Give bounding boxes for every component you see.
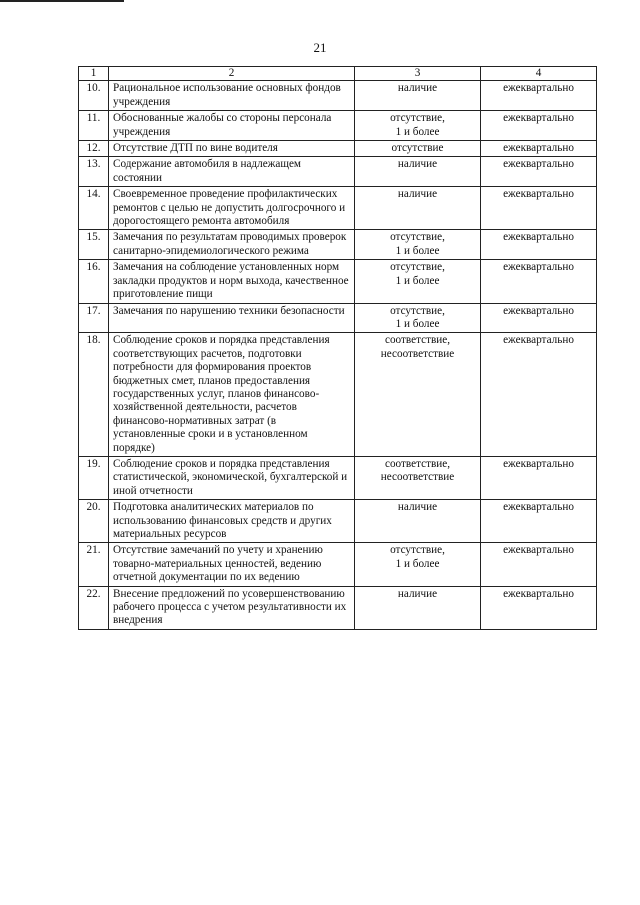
criterion-value: отсутствие, 1 и более (355, 111, 481, 141)
criterion-period: ежеквартально (481, 543, 597, 586)
criterion-period: ежеквартально (481, 303, 597, 333)
criterion-period: ежеквартально (481, 81, 597, 111)
criteria-table (78, 66, 597, 630)
column-header-4: 4 (481, 67, 597, 81)
column-header-1: 1 (79, 67, 109, 81)
criterion-name: Замечания по нарушению техники безопасности (109, 303, 355, 333)
criterion-period: ежеквартально (481, 111, 597, 141)
criterion-name: Содержание автомобиля в надлежащем состоянии (109, 157, 355, 187)
criterion-name: Отсутствие ДТП по вине водителя (109, 141, 355, 157)
table-row (79, 586, 597, 629)
criterion-value: отсутствие, 1 и более (355, 543, 481, 586)
table-row (79, 260, 597, 303)
criterion-name: Обоснованные жалобы со стороны персонала учреждения (109, 111, 355, 141)
criterion-value: отсутствие, 1 и более (355, 230, 481, 260)
criterion-value: наличие (355, 187, 481, 230)
criterion-period: ежеквартально (481, 333, 597, 457)
row-number: 22. (79, 586, 109, 629)
table-row (79, 111, 597, 141)
table-row (79, 230, 597, 260)
criterion-name: Замечания по результатам проводимых проверок санитарно-эпидемиологического режима (109, 230, 355, 260)
row-number: 20. (79, 500, 109, 543)
criterion-name: Соблюдение сроков и порядка представления соответствующих расчетов, подготовки потребности для формирования проектов бюджетных смет, планов предоставления государственных услуг, планов финансово-хозяйственной деятельности, расчетов финансово-нормативных затрат (в установленные сроки и в установленном порядке) (109, 333, 355, 457)
criterion-value: наличие (355, 157, 481, 187)
row-number: 10. (79, 81, 109, 111)
criterion-name: Рациональное использование основных фондов учреждения (109, 81, 355, 111)
row-number: 21. (79, 543, 109, 586)
criterion-period: ежеквартально (481, 230, 597, 260)
criterion-value: соответствие, несоответствие (355, 456, 481, 499)
criterion-value: наличие (355, 586, 481, 629)
criterion-value: соответствие, несоответствие (355, 333, 481, 457)
row-number: 15. (79, 230, 109, 260)
table-row (79, 500, 597, 543)
criterion-value: отсутствие (355, 141, 481, 157)
top-rule (0, 0, 124, 2)
criterion-period: ежеквартально (481, 260, 597, 303)
table-row (79, 543, 597, 586)
criterion-period: ежеквартально (481, 456, 597, 499)
table-header-row (79, 67, 597, 81)
criterion-name: Внесение предложений по усовершенствованию рабочего процесса с учетом результативности их внедрения (109, 586, 355, 629)
criterion-period: ежеквартально (481, 141, 597, 157)
criterion-value: наличие (355, 500, 481, 543)
criterion-period: ежеквартально (481, 187, 597, 230)
criterion-value: отсутствие, 1 и более (355, 260, 481, 303)
criterion-name: Соблюдение сроков и порядка представления статистической, экономической, бухгалтерской и иной отчетности (109, 456, 355, 499)
row-number: 11. (79, 111, 109, 141)
table-row (79, 157, 597, 187)
table-row (79, 333, 597, 457)
row-number: 14. (79, 187, 109, 230)
criterion-period: ежеквартально (481, 586, 597, 629)
criterion-name: Замечания на соблюдение установленных норм закладки продуктов и норм выхода, качественное приготовление пищи (109, 260, 355, 303)
criterion-name: Отсутствие замечаний по учету и хранению товарно-материальных ценностей, ведению отчетной документации по их ведению (109, 543, 355, 586)
row-number: 13. (79, 157, 109, 187)
column-header-2: 2 (109, 67, 355, 81)
page-number: 21 (313, 40, 327, 55)
row-number: 16. (79, 260, 109, 303)
table-row (79, 81, 597, 111)
row-number: 18. (79, 333, 109, 457)
criterion-name: Подготовка аналитических материалов по использованию финансовых средств и других материальных ресурсов (109, 500, 355, 543)
table-row (79, 303, 597, 333)
row-number: 17. (79, 303, 109, 333)
column-header-3: 3 (355, 67, 481, 81)
row-number: 12. (79, 141, 109, 157)
criterion-value: отсутствие, 1 и более (355, 303, 481, 333)
table-row (79, 141, 597, 157)
table-row (79, 187, 597, 230)
criterion-period: ежеквартально (481, 500, 597, 543)
table-body (79, 81, 597, 629)
criterion-value: наличие (355, 81, 481, 111)
table-row (79, 456, 597, 499)
row-number: 19. (79, 456, 109, 499)
criterion-period: ежеквартально (481, 157, 597, 187)
criterion-name: Своевременное проведение профилактических ремонтов с целью не допустить долгосрочного и дорогостоящего ремонта автомобиля (109, 187, 355, 230)
